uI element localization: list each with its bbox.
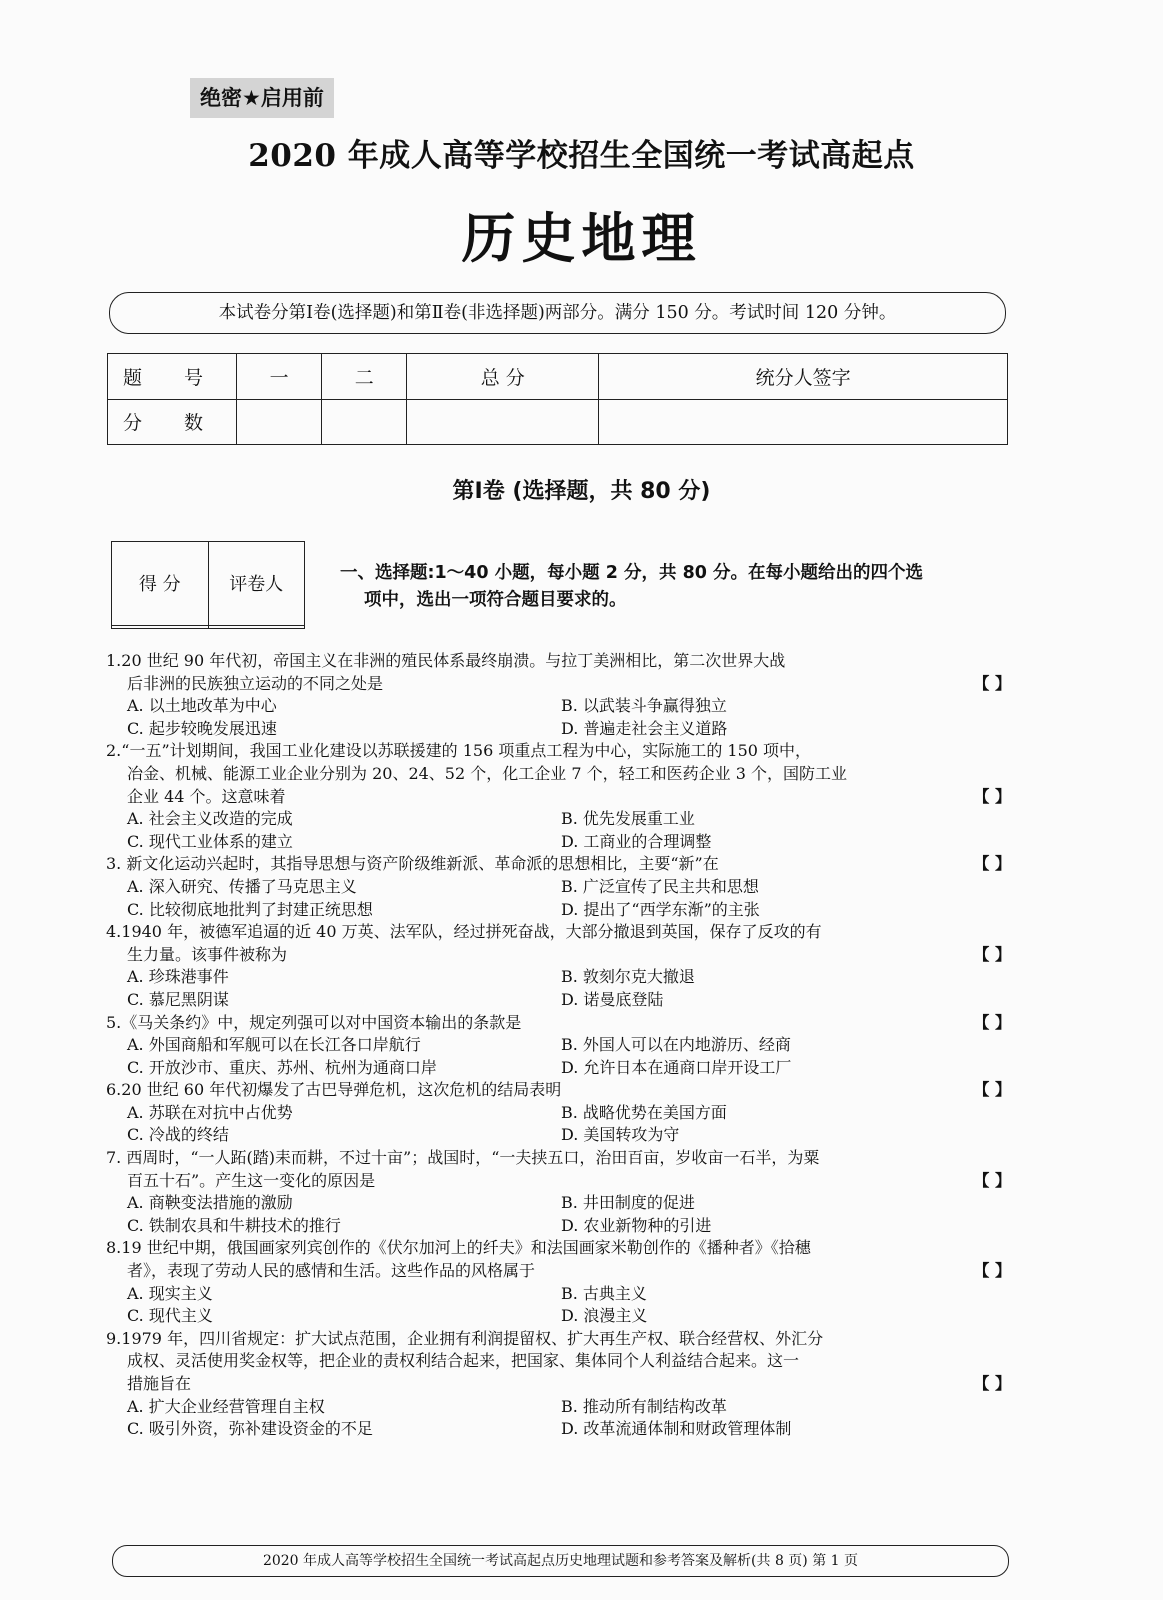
option-item: B. 推动所有制结构改革: [561, 1396, 727, 1416]
confidential-mark: 绝密★启用前: [190, 78, 334, 118]
option-list: [106, 966, 1011, 1011]
option-item: A. 社会主义改造的完成: [127, 809, 293, 829]
answer-bracket[interactable]: 【 】: [973, 786, 1011, 806]
grade-table: [111, 541, 305, 629]
question-stem-text: 措施旨在: [127, 1374, 192, 1393]
score-input-cell[interactable]: [237, 399, 322, 445]
section-instructions: [340, 560, 1010, 614]
question-stem-line: [106, 1079, 1011, 1102]
option-item: D. 农业新物种的引进: [561, 1215, 712, 1235]
option-item: B. 以武装斗争赢得独立: [561, 696, 727, 716]
score-table-cell: 二: [322, 354, 407, 400]
question-item: [106, 1079, 1011, 1147]
option-item: C. 冷战的终结: [127, 1125, 229, 1145]
question-item: [106, 1147, 1011, 1237]
question-stem-text: 3. 新文化运动兴起时，其指导思想与资产阶级维新派、革命派的思想相比，主要“新”在: [106, 854, 719, 874]
score-table-cell: 一: [237, 354, 322, 400]
question-stem-line: 9.1979 年，四川省规定：扩大试点范围，企业拥有利润提留权、扩大再生产权、联合经营权、外汇分: [106, 1328, 824, 1348]
score-table-cell: 总 分: [407, 354, 599, 400]
score-table: [107, 353, 1008, 445]
answer-bracket[interactable]: 【 】: [973, 673, 1011, 693]
score-table-score-row: [108, 399, 1008, 445]
option-item: A. 商鞅变法措施的激励: [127, 1193, 293, 1213]
score-table-header-row: [108, 354, 1008, 400]
option-item: A. 扩大企业经营管理自主权: [127, 1396, 325, 1416]
grade-input-cell[interactable]: [112, 625, 209, 628]
option-item: B. 优先发展重工业: [561, 809, 695, 829]
subject-title: 历史地理: [461, 207, 702, 270]
page-footer: 2020 年成人高等学校招生全国统一考试高起点历史地理试题和参考答案及解析(共 8 页) 第 1 页: [112, 1545, 1009, 1577]
option-item: C. 开放沙市、重庆、苏州、杭州为通商口岸: [127, 1057, 437, 1077]
answer-bracket[interactable]: 【 】: [973, 854, 1011, 874]
question-stem-line: [106, 1260, 1011, 1283]
option-item: B. 广泛宣传了民主共和思想: [561, 876, 759, 896]
option-item: A. 外国商船和军舰可以在长江各口岸航行: [127, 1035, 421, 1055]
answer-bracket[interactable]: 【 】: [973, 1374, 1011, 1393]
option-item: C. 吸引外资，弥补建设资金的不足: [127, 1419, 373, 1439]
option-item: D. 普遍走社会主义道路: [561, 718, 728, 738]
question-stem-text: 6.20 世纪 60 年代初爆发了古巴导弹危机，这次危机的结局表明: [106, 1080, 562, 1100]
question-stem-line: 8.19 世纪中期，俄国画家列宾创作的《伏尔加河上的纤夫》和法国画家米勒创作的《播种者》《拾穗: [106, 1238, 811, 1258]
question-item: [106, 853, 1011, 921]
question-stem-line: [106, 944, 1011, 967]
question-stem-line: 1.20 世纪 90 年代初，帝国主义在非洲的殖民体系最终崩溃。与拉丁美洲相比，第二次世界大战: [106, 651, 786, 670]
question-item: [106, 921, 1011, 1011]
option-list: [106, 1396, 1011, 1441]
option-item: C. 现代主义: [127, 1306, 213, 1326]
question-stem-text: 后非洲的民族独立运动的不同之处是: [127, 673, 384, 693]
option-item: A. 苏联在对抗中占优势: [127, 1102, 293, 1122]
question-stem-text: 生力量。该事件被称为: [127, 944, 288, 964]
question-stem-line: [106, 673, 1011, 696]
question-list: [106, 650, 1011, 1441]
question-stem-text: 者》，表现了劳动人民的感情和生活。这些作品的风格属于: [127, 1261, 536, 1281]
option-item: D. 允许日本在通商口岸开设工厂: [561, 1057, 792, 1077]
section-line: 项中，选出一项符合题目要求的。: [364, 590, 627, 610]
question-item: [106, 1328, 1011, 1441]
option-item: A. 珍珠港事件: [127, 967, 229, 987]
score-input-cell[interactable]: [322, 399, 407, 445]
option-item: A. 深入研究、传播了马克思主义: [127, 876, 357, 896]
answer-bracket[interactable]: 【 】: [973, 1261, 1011, 1281]
option-item: B. 战略优势在美国方面: [561, 1102, 727, 1122]
question-stem-text: 5.《马关条约》中，规定列强可以对中国资本输出的条款是: [106, 1012, 522, 1032]
question-stem-line: [106, 853, 1011, 876]
answer-bracket[interactable]: 【 】: [973, 1080, 1011, 1100]
grade-table-cell: 得 分: [112, 542, 209, 626]
option-item: C. 慕尼黑阴谋: [127, 989, 229, 1009]
question-item: [106, 650, 1011, 740]
option-item: D. 改革流通体制和财政管理体制: [561, 1419, 792, 1439]
option-item: B. 外国人可以在内地游历、经商: [561, 1035, 791, 1055]
option-item: B. 井田制度的促进: [561, 1193, 695, 1213]
option-list: [106, 1192, 1011, 1237]
option-item: C. 比较彻底地批判了封建正统思想: [127, 899, 373, 919]
question-stem-line: 7. 西周时，“一人跖(踏)耒而耕，不过十亩”；战国时，“一夫挟五口，治田百亩，岁收亩一石半，为粟: [106, 1148, 820, 1168]
option-item: D. 工商业的合理调整: [561, 831, 712, 851]
question-item: [106, 1237, 1011, 1327]
option-list: [106, 876, 1011, 921]
section-line: 一、选择题:1～40 小题，每小题 2 分，共 80 分。在每小题给出的四个选: [340, 563, 924, 583]
question-stem-line: 冶金、机械、能源工业企业分别为 20、24、52 个，化工企业 7 个，轻工和医药企业 3 个，国防工业: [127, 763, 847, 783]
question-stem-text: 企业 44 个。这意味着: [127, 786, 286, 806]
question-item: [106, 740, 1011, 853]
question-stem-text: 百五十石”。产生这一变化的原因是: [127, 1170, 376, 1190]
option-item: D. 提出了“西学东渐”的主张: [561, 899, 760, 919]
grade-table-cell: 评卷人: [208, 542, 305, 626]
question-stem-line: [106, 1373, 1011, 1396]
grader-input-cell[interactable]: [208, 625, 305, 628]
option-list: [106, 1283, 1011, 1328]
option-list: [106, 1102, 1011, 1147]
score-table-cell: 分 数: [108, 399, 237, 445]
question-stem-line: 成权、灵活使用奖金权等，把企业的责权利结合起来，把国家、集体同个人利益结合起来。这一: [127, 1351, 800, 1371]
question-stem-line: 2.“一五”计划期间，我国工业化建设以苏联援建的 156 项重点工程为中心，实际施工的 150 项中，: [106, 741, 812, 761]
exam-title: 2020 年成人高等学校招生全国统一考试高起点: [248, 138, 915, 174]
option-item: C. 起步较晚发展迅速: [127, 718, 277, 738]
question-stem-line: [106, 1170, 1011, 1193]
option-item: D. 诺曼底登陆: [561, 989, 664, 1009]
option-item: B. 古典主义: [561, 1283, 647, 1303]
question-stem-line: [106, 1012, 1011, 1035]
option-item: C. 铁制农具和牛耕技术的推行: [127, 1215, 341, 1235]
answer-bracket[interactable]: 【 】: [973, 1170, 1011, 1190]
volume-title: 第Ⅰ卷 (选择题，共 80 分): [452, 479, 711, 504]
score-table-cell: 题 号: [108, 354, 237, 400]
option-list: [106, 808, 1011, 853]
option-list: [106, 1034, 1011, 1079]
option-item: A. 以土地改革为中心: [127, 696, 277, 716]
option-item: B. 敦刻尔克大撤退: [561, 967, 695, 987]
question-stem-line: [106, 786, 1011, 809]
question-stem-line: 4.1940 年，被德军追逼的近 40 万英、法军队，经过拼死奋战，大部分撤退到英国，保存了反攻的有: [106, 922, 822, 942]
score-input-cell[interactable]: [407, 399, 599, 445]
answer-bracket[interactable]: 【 】: [973, 1012, 1011, 1032]
option-item: D. 美国转攻为守: [561, 1125, 680, 1145]
score-table-cell: 统分人签字: [599, 354, 1008, 400]
question-item: [106, 1012, 1011, 1080]
score-input-cell[interactable]: [599, 399, 1008, 445]
option-item: A. 现实主义: [127, 1283, 213, 1303]
answer-bracket[interactable]: 【 】: [973, 944, 1011, 964]
exam-info-box: 本试卷分第Ⅰ卷(选择题)和第Ⅱ卷(非选择题)两部分。满分 150 分。考试时间 120 分钟。: [109, 292, 1006, 334]
option-item: C. 现代工业体系的建立: [127, 831, 293, 851]
option-list: [106, 695, 1011, 740]
option-item: D. 浪漫主义: [561, 1306, 648, 1326]
